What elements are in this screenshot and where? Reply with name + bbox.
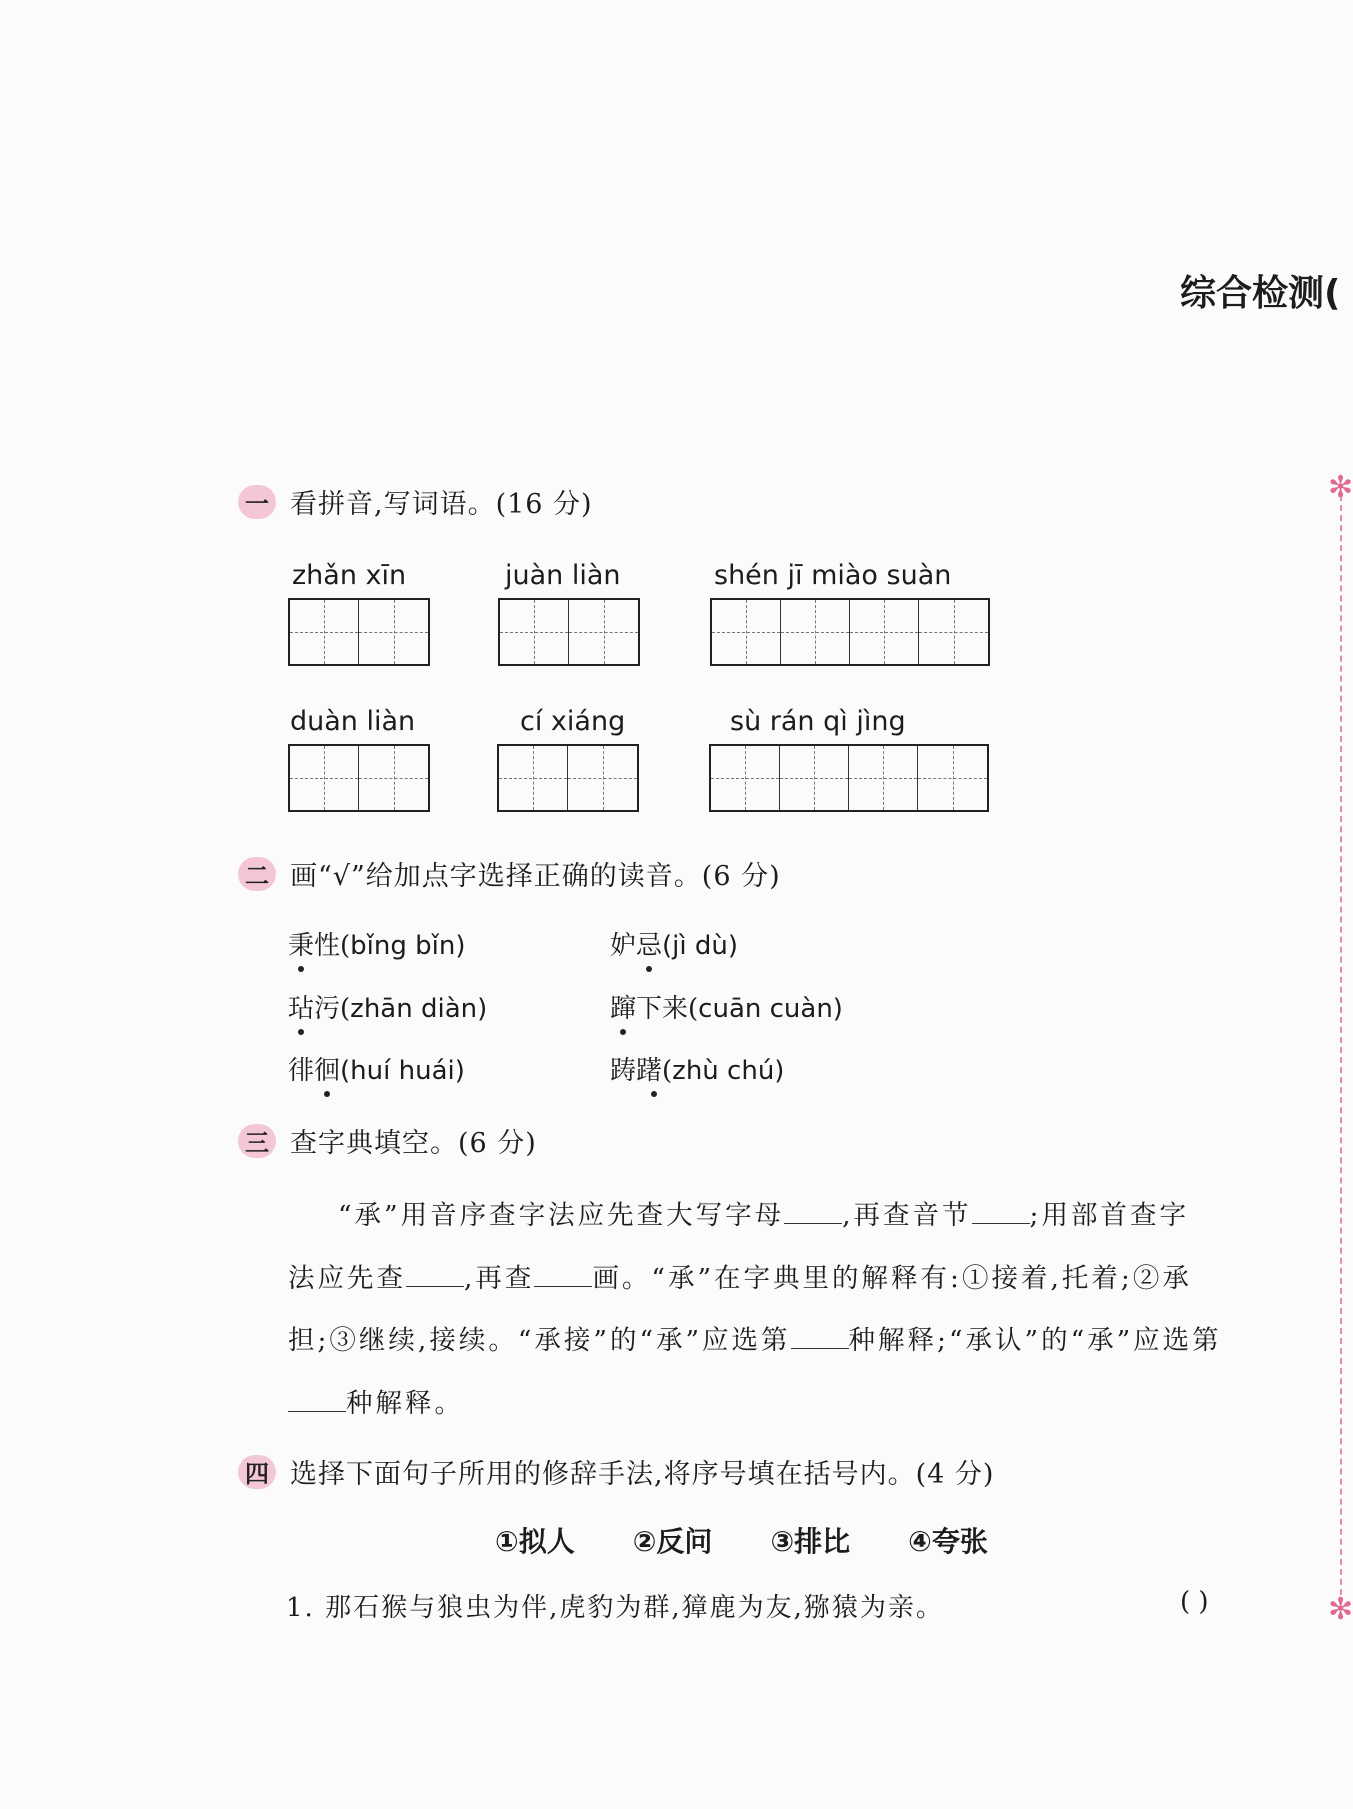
text-run: ,再查音节 xyxy=(842,1200,972,1231)
dotted-char: 忌 xyxy=(636,925,662,962)
pinyin-options[interactable]: (huí huái) xyxy=(340,1056,465,1086)
section-number: 三 xyxy=(238,1124,276,1158)
writing-grid[interactable] xyxy=(288,744,430,812)
fill-blank[interactable] xyxy=(791,1322,849,1349)
pinyin-options[interactable]: bǐng bǐn) xyxy=(350,931,466,961)
text-run: 担;③继续,接续。“承接”的“承”应选第 xyxy=(288,1325,791,1356)
pinyin-label: zhǎn xīn xyxy=(292,560,407,591)
paragraph-line xyxy=(288,1318,1222,1357)
section-2-heading xyxy=(238,854,781,893)
section-1-heading xyxy=(238,482,593,521)
paragraph-line xyxy=(288,1381,464,1420)
item-text: 徘 xyxy=(288,1056,315,1086)
reading-item xyxy=(610,925,738,962)
question-1-text: 1. 那石猴与狼虫为伴,虎豹为群,獐鹿为友,猕猿为亲。 xyxy=(286,1593,944,1623)
section-4-heading xyxy=(238,1452,994,1491)
section-title: 查字典填空。(6 分) xyxy=(290,1128,537,1159)
text-run: 画。“承”在字典里的解释有:①接着,托着;②承 xyxy=(592,1263,1192,1294)
section-title: 看拼音,写词语。(16 分) xyxy=(290,489,593,520)
fill-blank[interactable] xyxy=(972,1197,1030,1224)
item-text: 污( xyxy=(314,994,351,1024)
option-exaggeration: ④夸张 xyxy=(908,1525,988,1558)
option-personification: ①拟人 xyxy=(495,1525,575,1558)
section-number: 一 xyxy=(238,485,276,519)
writing-grid[interactable] xyxy=(288,598,430,666)
option-parallelism: ③排比 xyxy=(770,1525,851,1558)
fill-blank[interactable] xyxy=(288,1385,346,1412)
paragraph-line xyxy=(338,1193,1189,1232)
pinyin-label: shén jī miào suàn xyxy=(714,560,952,591)
reading-item xyxy=(610,1050,784,1087)
dotted-char: 徊 xyxy=(314,1050,340,1087)
pinyin-label: juàn liàn xyxy=(505,560,621,591)
pinyin-options[interactable]: zhù chú) xyxy=(672,1056,785,1086)
dotted-char: 玷 xyxy=(288,988,314,1025)
reading-item xyxy=(610,988,843,1025)
writing-grid[interactable] xyxy=(497,744,639,812)
item-text: 下来( xyxy=(636,994,699,1024)
reading-item xyxy=(288,1050,465,1087)
section-title: 画“√”给加点字选择正确的读音。(6 分) xyxy=(290,861,781,892)
fill-blank[interactable] xyxy=(534,1260,592,1287)
text-run: ,再查 xyxy=(464,1263,535,1294)
flower-icon: ✻ xyxy=(1328,470,1353,505)
text-run: 种解释。 xyxy=(346,1388,464,1419)
paragraph-line xyxy=(288,1256,1192,1295)
writing-grid[interactable] xyxy=(498,598,640,666)
pinyin-label: duàn liàn xyxy=(290,706,416,737)
pinyin-options[interactable]: (jì dù) xyxy=(662,931,739,961)
cut-line xyxy=(1340,495,1342,1605)
reading-item xyxy=(288,925,466,962)
section-number: 二 xyxy=(238,857,276,891)
item-text: 妒 xyxy=(610,931,637,961)
dotted-char: 蹿 xyxy=(610,988,636,1025)
section-number: 四 xyxy=(238,1455,276,1489)
text-run: “承”用音序查字法应先查大写字母 xyxy=(338,1200,785,1231)
writing-grid[interactable] xyxy=(710,598,990,666)
rhetoric-options xyxy=(495,1520,988,1560)
reading-item xyxy=(288,988,487,1025)
pinyin-label: sù rán qì jìng xyxy=(730,706,906,737)
text-run: 法应先查 xyxy=(288,1263,406,1294)
flower-icon: ✻ xyxy=(1328,1592,1353,1627)
writing-grid[interactable] xyxy=(709,744,989,812)
section-3-heading xyxy=(238,1121,537,1160)
option-rhetorical-question: ②反问 xyxy=(632,1525,713,1558)
text-run: ;用部首查字 xyxy=(1029,1200,1189,1231)
dotted-char: 躇( xyxy=(636,1050,672,1087)
pinyin-label: cí xiáng xyxy=(520,706,626,737)
section-title: 选择下面句子所用的修辞手法,将序号填在括号内。(4 分) xyxy=(290,1459,995,1490)
text-run: 种解释;“承认”的“承”应选第 xyxy=(848,1325,1222,1356)
fill-blank[interactable] xyxy=(784,1197,842,1224)
fill-blank[interactable] xyxy=(406,1260,464,1287)
pinyin-options[interactable]: zhān diàn) xyxy=(350,994,488,1024)
page-title: 综合检测( xyxy=(1180,273,1341,314)
item-text: 踌 xyxy=(610,1056,637,1086)
item-text: 性( xyxy=(314,931,351,961)
dotted-char: 秉 xyxy=(288,925,314,962)
pinyin-options[interactable]: cuān cuàn) xyxy=(698,994,843,1024)
answer-paren[interactable]: ( ) xyxy=(1180,1587,1209,1617)
